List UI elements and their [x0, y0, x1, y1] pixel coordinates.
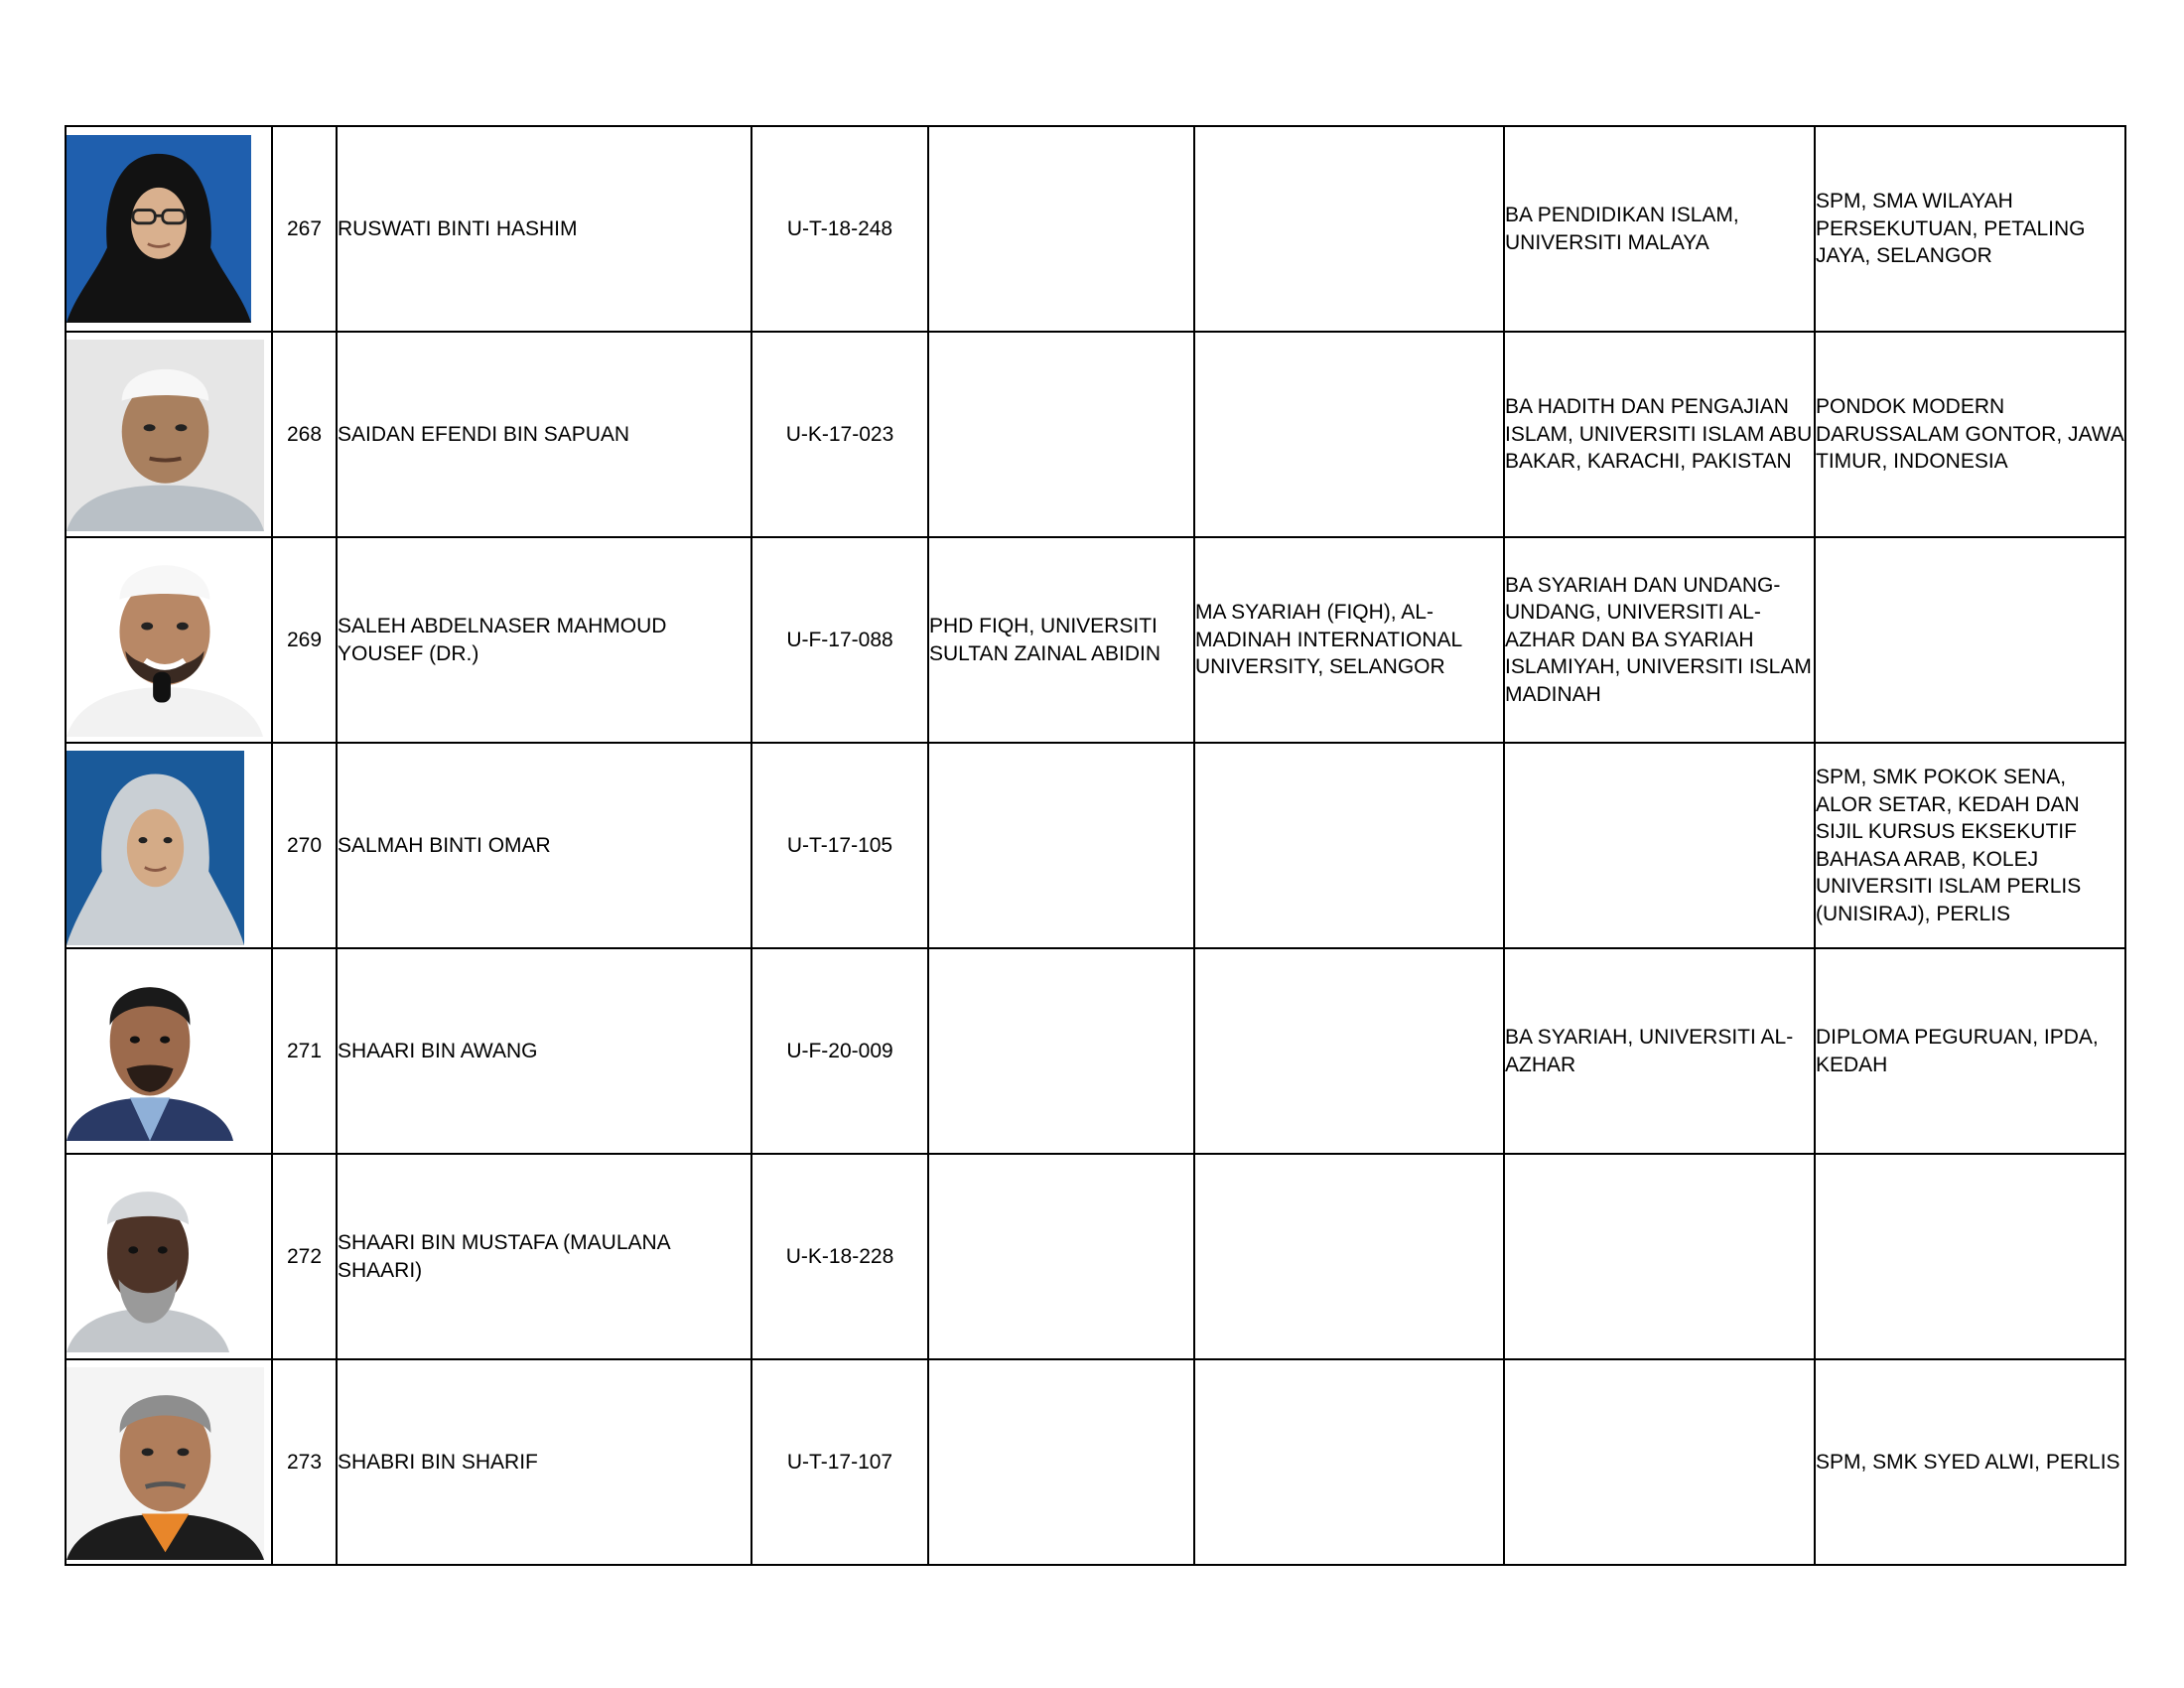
other-qualification [1815, 1154, 2125, 1359]
masters-qualification [1194, 948, 1504, 1154]
registration-code: U-F-17-088 [751, 537, 928, 743]
photo-cell [66, 1359, 272, 1565]
other-qualification: SPM, SMA WILAYAH PERSEKUTUAN, PETALING JAYA, SELANGOR [1815, 126, 2125, 332]
table-row [66, 1154, 2125, 1359]
row-number: 271 [272, 948, 337, 1154]
other-qualification: SPM, SMK SYED ALWI, PERLIS [1815, 1359, 2125, 1565]
photo-cell [66, 948, 272, 1154]
table-row [66, 1359, 2125, 1565]
registration-code: U-F-20-009 [751, 948, 928, 1154]
row-number: 272 [272, 1154, 337, 1359]
registration-code: U-K-18-228 [751, 1154, 928, 1359]
masters-qualification: MA SYARIAH (FIQH), AL-MADINAH INTERNATIONAL UNIVERSITY, SELANGOR [1194, 537, 1504, 743]
portrait-photo [67, 1367, 264, 1560]
bachelor-qualification: BA HADITH DAN PENGAJIAN ISLAM, UNIVERSITI ISLAM ABU BAKAR, KARACHI, PAKISTAN [1504, 332, 1815, 537]
registration-code: U-T-17-105 [751, 743, 928, 948]
table-row [66, 537, 2125, 743]
photo-cell [66, 332, 272, 537]
row-number: 267 [272, 126, 337, 332]
phd-qualification [928, 126, 1194, 332]
member-name: SALMAH BINTI OMAR [337, 743, 751, 948]
bachelor-qualification [1504, 1154, 1815, 1359]
bachelor-qualification: BA PENDIDIKAN ISLAM, UNIVERSITI MALAYA [1504, 126, 1815, 332]
member-name: SALEH ABDELNASER MAHMOUD YOUSEF (DR.) [337, 537, 751, 743]
member-name: SHAARI BIN MUSTAFA (MAULANA SHAARI) [337, 1154, 751, 1359]
photo-cell [66, 537, 272, 743]
phd-qualification [928, 1154, 1194, 1359]
phd-qualification [928, 1359, 1194, 1565]
photo-cell [66, 1154, 272, 1359]
photo-cell [66, 743, 272, 948]
member-name: SHABRI BIN SHARIF [337, 1359, 751, 1565]
staff-table [65, 125, 2126, 1566]
other-qualification: SPM, SMK POKOK SENA, ALOR SETAR, KEDAH DAN SIJIL KURSUS EKSEKUTIF BAHASA ARAB, KOLEJ UNIVERSITI ISLAM PERLIS (UNISIRAJ), PERLIS [1815, 743, 2125, 948]
table-row [66, 332, 2125, 537]
portrait-photo [67, 135, 251, 323]
row-number: 268 [272, 332, 337, 537]
phd-qualification [928, 332, 1194, 537]
masters-qualification [1194, 1154, 1504, 1359]
phd-qualification: PHD FIQH, UNIVERSITI SULTAN ZAINAL ABIDIN [928, 537, 1194, 743]
bachelor-qualification: BA SYARIAH, UNIVERSITI AL-AZHAR [1504, 948, 1815, 1154]
table-row [66, 948, 2125, 1154]
table-row [66, 743, 2125, 948]
row-number: 273 [272, 1359, 337, 1565]
registration-code: U-T-18-248 [751, 126, 928, 332]
photo-cell [66, 126, 272, 332]
portrait-photo [67, 960, 233, 1141]
portrait-photo [67, 546, 263, 737]
bachelor-qualification [1504, 1359, 1815, 1565]
member-name: SHAARI BIN AWANG [337, 948, 751, 1154]
masters-qualification [1194, 126, 1504, 332]
portrait-photo [67, 340, 264, 531]
row-number: 269 [272, 537, 337, 743]
portrait-photo [67, 751, 244, 945]
phd-qualification [928, 948, 1194, 1154]
registration-code: U-T-17-107 [751, 1359, 928, 1565]
table-row [66, 126, 2125, 332]
other-qualification: PONDOK MODERN DARUSSALAM GONTOR, JAWA TIMUR, INDONESIA [1815, 332, 2125, 537]
phd-qualification [928, 743, 1194, 948]
masters-qualification [1194, 332, 1504, 537]
bachelor-qualification [1504, 743, 1815, 948]
other-qualification: DIPLOMA PEGURUAN, IPDA, KEDAH [1815, 948, 2125, 1154]
row-number: 270 [272, 743, 337, 948]
masters-qualification [1194, 743, 1504, 948]
bachelor-qualification: BA SYARIAH DAN UNDANG-UNDANG, UNIVERSITI AL-AZHAR DAN BA SYARIAH ISLAMIYAH, UNIVERSITI ISLAM MADINAH [1504, 537, 1815, 743]
other-qualification [1815, 537, 2125, 743]
masters-qualification [1194, 1359, 1504, 1565]
portrait-photo [67, 1170, 229, 1352]
member-name: RUSWATI BINTI HASHIM [337, 126, 751, 332]
registration-code: U-K-17-023 [751, 332, 928, 537]
member-name: SAIDAN EFENDI BIN SAPUAN [337, 332, 751, 537]
